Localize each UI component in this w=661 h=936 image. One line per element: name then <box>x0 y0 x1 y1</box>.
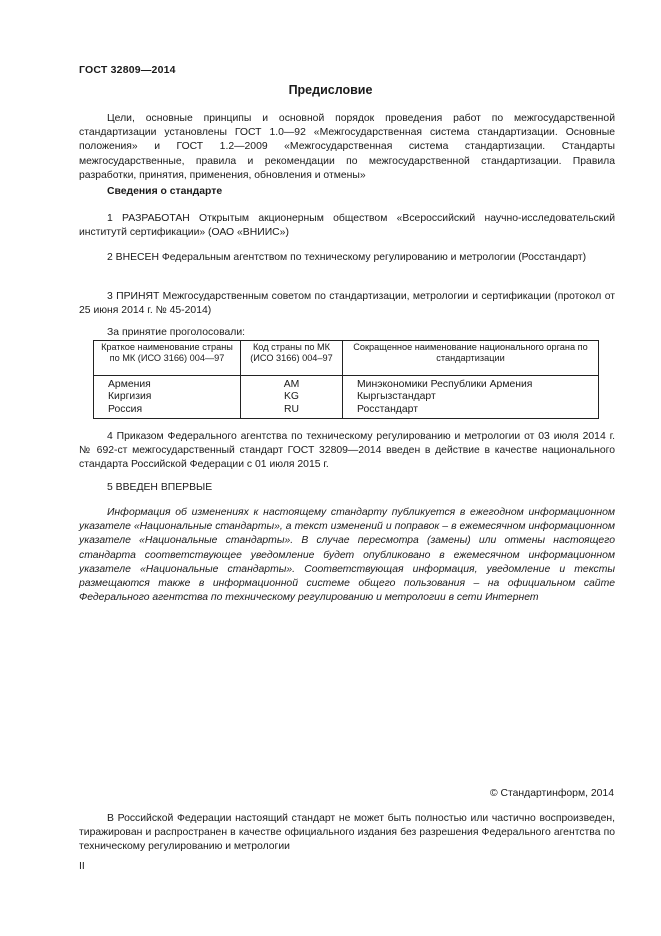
intro-paragraph: Цели, основные принципы и основной порядок проведения работ по межгосударственной стандартизации установлены ГОСТ 1.0—92 «Межгосударственная система стандартизации. Основные положения» и ГОСТ 1.2—2009 «Межгосударственная система стандартизации. Стандарты межгосударственные, правила и рекомендации по межгосударственной стандартизации. Правила разработки, принятия, применения, обновления и отмены» <box>79 113 615 181</box>
code-cell: KG <box>241 391 343 403</box>
copyright: © Стандартинформ, 2014 <box>489 788 614 799</box>
column-header-code: Код страны по МК (ИСО 3166) 004–97 <box>241 341 343 376</box>
column-header-country: Краткое наименование страны по МК (ИСО 3166) 004—97 <box>94 341 241 376</box>
authority-cell: Кыргызстандарт <box>343 391 599 403</box>
item-adopted: 3 ПРИНЯТ Межгосударственным советом по стандартизации, метрологии и сертификации (протокол от 25 июня 2014 г. № 45-2014) <box>79 291 615 317</box>
item-developed: 1 РАЗРАБОТАН Открытым акционерным обществом «Всероссийский научно-исследовательский институтй сертификации» (ОАО «ВНИИС») <box>79 213 615 239</box>
item-introduced: 2 ВНЕСЕН Федеральным агентством по техническому регулированию и метрологии (Росстандарт) <box>107 252 587 263</box>
table-header-row <box>94 341 599 376</box>
table-row <box>94 391 599 403</box>
page-number: II <box>79 861 85 872</box>
table-row <box>94 404 599 419</box>
table-row <box>94 376 599 392</box>
section-heading: Сведения о стандарте <box>107 186 223 197</box>
code-cell: RU <box>241 404 343 419</box>
page-title: Предисловие <box>288 83 373 97</box>
column-header-authority: Сокращенное наименование национального органа по стандартизации <box>343 341 599 376</box>
country-cell: Киргизия <box>94 391 241 403</box>
authority-cell: Росстандарт <box>343 404 599 419</box>
country-cell: Россия <box>94 404 241 419</box>
country-cell: Армения <box>94 376 241 392</box>
legal-notice: В Российской Федерации настоящий стандарт не может быть полностью или частично воспроизведен, тиражирован и распространен в качестве официального издания без разрешения Федерального агентства по техническому регулированию и метрологии <box>79 813 615 853</box>
votes-caption: За принятие проголосовали: <box>107 327 246 338</box>
changes-notice: Информация об изменениях к настоящему стандарту публикуется в ежегодном информационном указателе «Национальные стандарты», а текст изменений и поправок – в ежемесячном информационном указателе «Национальные стандарты». В случае пересмотра (замены) или отмены настоящего стандарта соответствующее уведомление будет опубликовано в ежемесячном информационном указателе «Национальные стандарты». Соответствующая информация, уведомление и тексты размещаются также в информационной системе общего пользования – на официальном сайте Федерального агентства по техническому регулированию и метрологии в сети Интернет <box>79 507 615 604</box>
standard-header: ГОСТ 32809—2014 <box>79 64 176 76</box>
item-first-introduced: 5 ВВЕДЕН ВПЕРВЫЕ <box>107 482 213 493</box>
authority-cell: Минэкономики Республики Армения <box>343 376 599 392</box>
votes-table <box>93 340 599 419</box>
item-enacted: 4 Приказом Федерального агентства по техническому регулированию и метрологии от 03 июля 2014 г. № 692-ст межгосударственный стандарт ГОСТ 32809—2014 введен в действие в качестве национального стандарта Российской Федерации с 01 июля 2015 г. <box>79 431 615 471</box>
code-cell: AM <box>241 376 343 392</box>
